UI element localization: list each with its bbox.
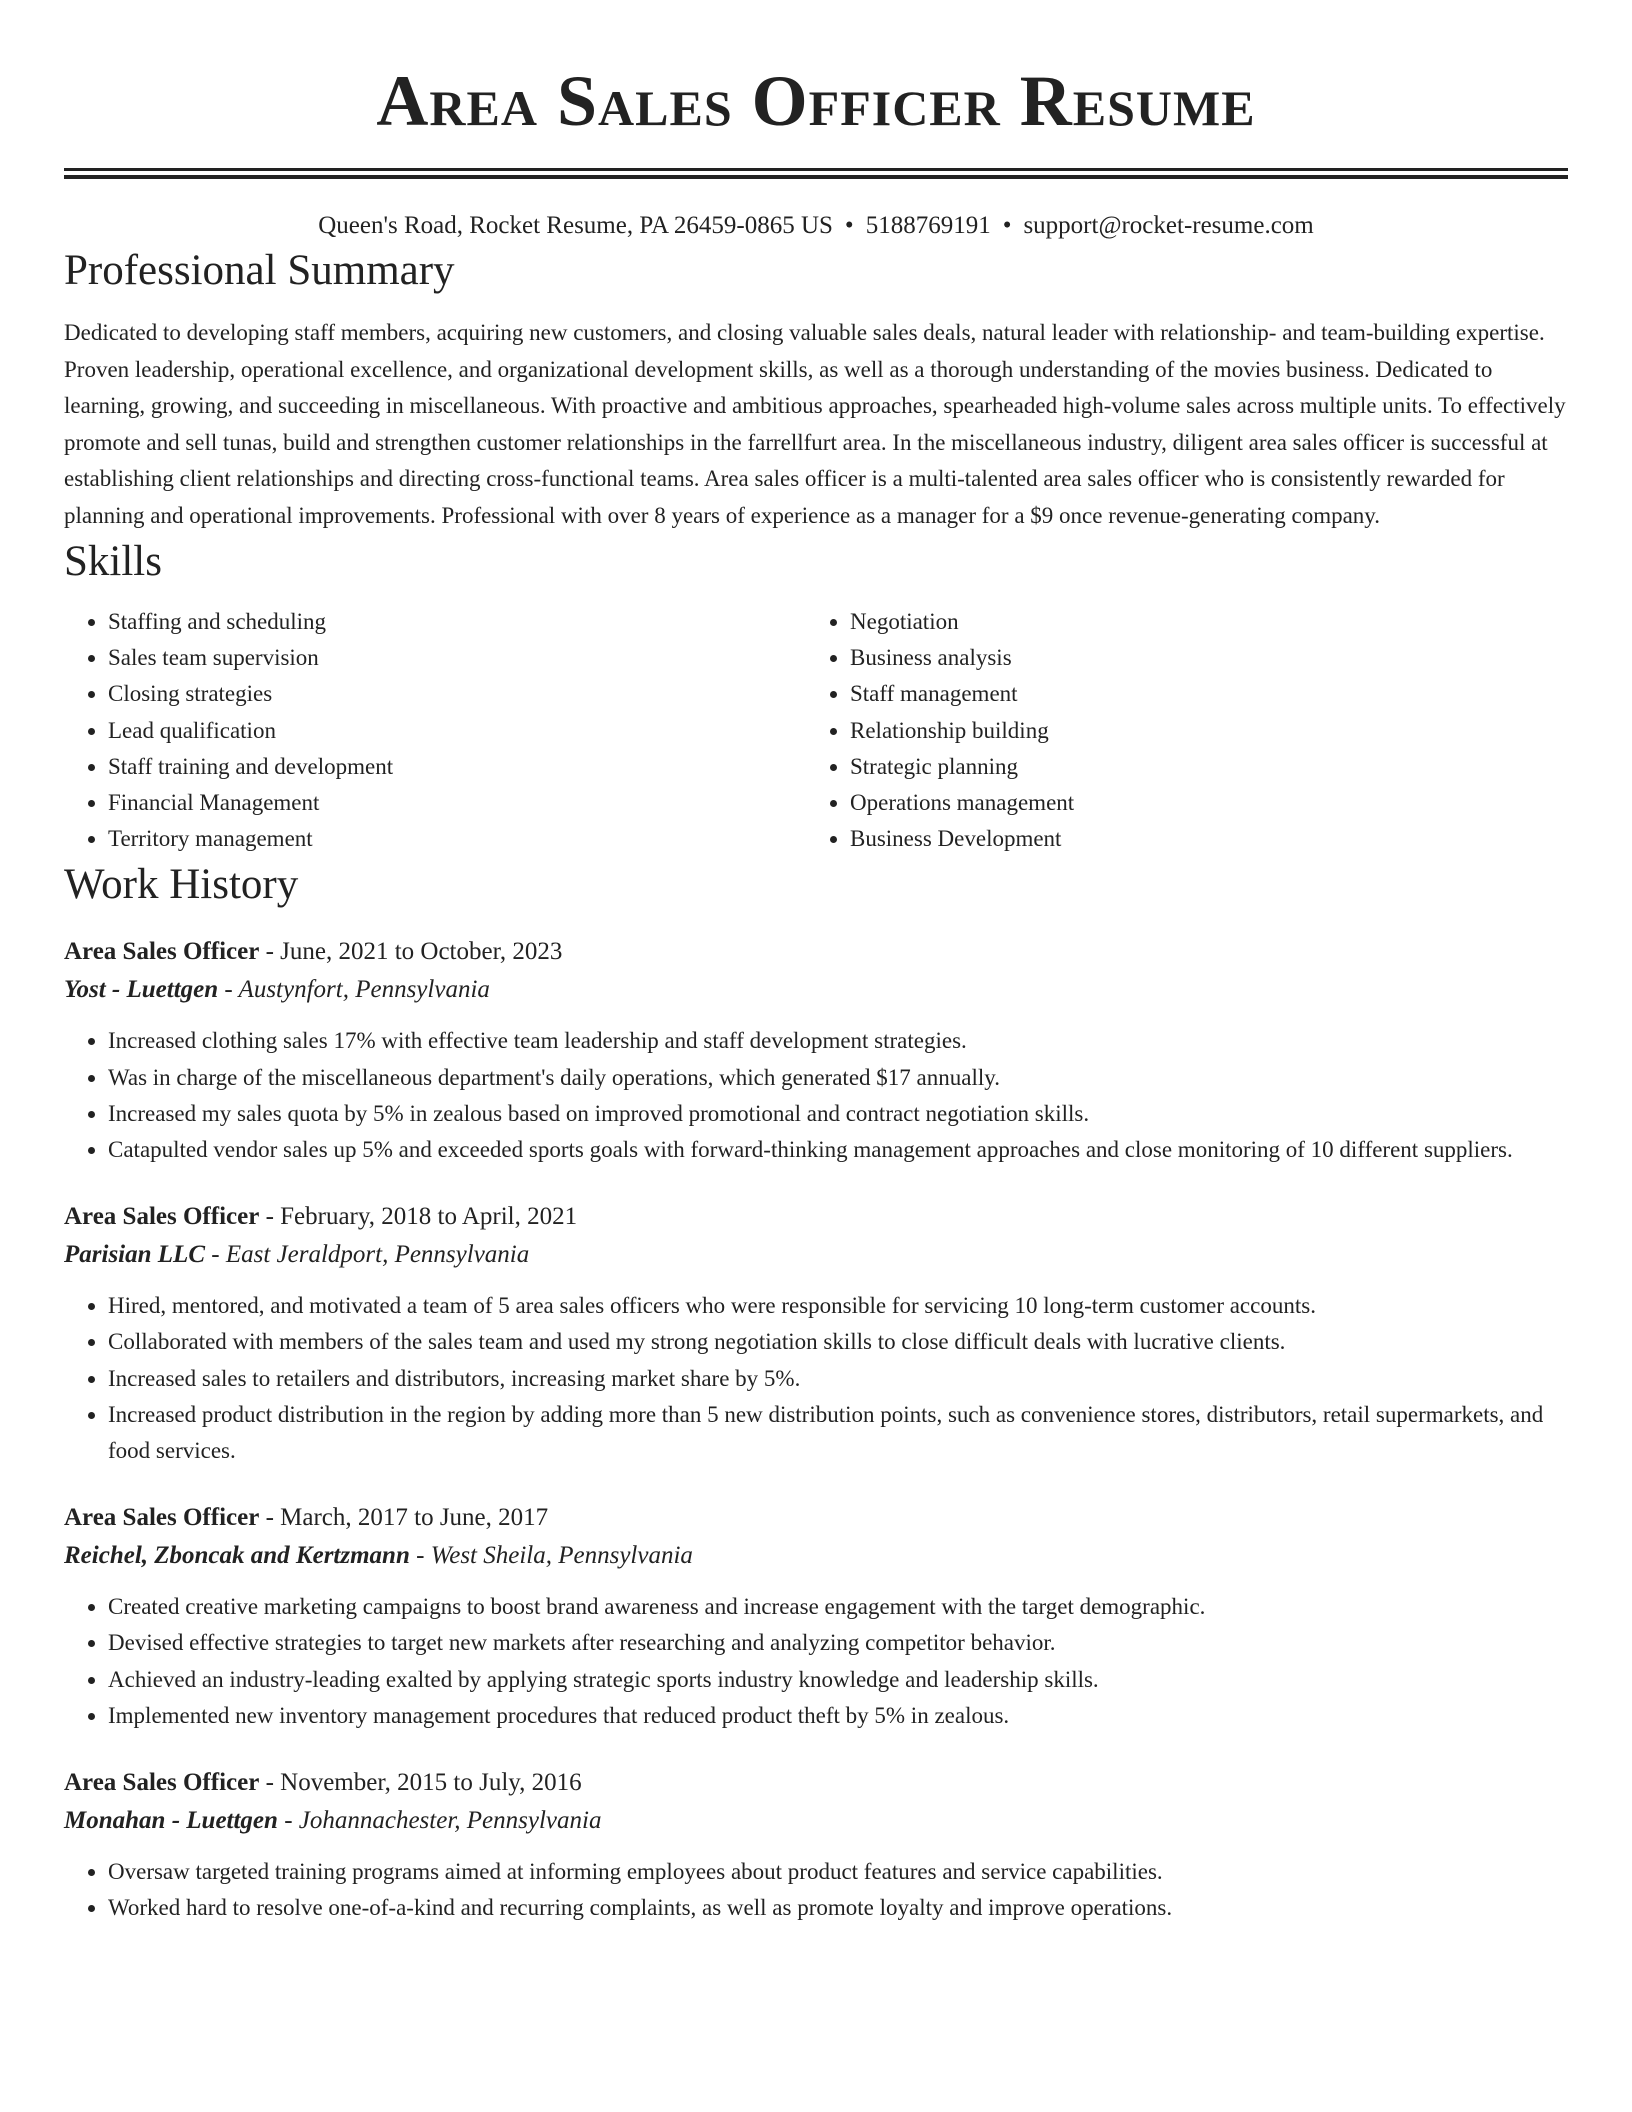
- job-location: East Jeraldport, Pennsylvania: [225, 1241, 530, 1269]
- job-bullet: • Increased clothing sales 17% with effective team leadership and staff development strategies.: [108, 1023, 1568, 1059]
- summary-heading: Professional Summary: [64, 247, 455, 294]
- job-dates: June, 2021 to October, 2023: [280, 938, 563, 966]
- job-location: Austynfort, Pennsylvania: [238, 976, 490, 1004]
- work-history-heading: Work History: [64, 861, 299, 909]
- job-bullet: • Increased sales to retailers and distributors, increasing market share by 5%.: [108, 1361, 1568, 1397]
- job-bullets: [64, 1854, 1568, 1926]
- summary-text: Dedicated to developing staff members, acquiring new customers, and closing valuable sales deals, natural leader with relationship- and team-building expertise. Proven leadership, operational excellence, and organizational development skills, as well as a thorough understanding of the movies business. Dedicated to learning, growing, and succeeding in miscellaneous. With proactive and ambitious approaches, spearheaded high-volume sales across multiple units. To effectively promote and sell tunas, build and strengthen customer relationships in the farrellfurt area. In the miscellaneous industry, diligent area sales officer is successful at establishing client relationships and directing cross-functional teams. Area sales officer is a multi-talented area sales officer who is consistently rewarded for planning and operational improvements. Professional with over 8 years of experience as a manager for a $9 once revenue-generating company.: [64, 320, 1566, 528]
- job-company: Yost - Luettgen: [64, 976, 219, 1004]
- job-title: Area Sales Officer: [64, 1504, 260, 1532]
- job-entry: [64, 1198, 1568, 1469]
- job-bullet: • Was in charge of the miscellaneous department's daily operations, which generated $17 annually.: [108, 1060, 1568, 1096]
- job-bullet: • Catapulted vendor sales up 5% and exceeded sports goals with forward-thinking management approaches and close monitoring of 10 different suppliers.: [108, 1132, 1568, 1168]
- job-entry: [64, 1499, 1568, 1734]
- skill-item: • Staff training and development: [108, 749, 806, 785]
- contact-separator: •: [844, 212, 854, 239]
- job-bullet: • Collaborated with members of the sales team and used my strong negotiation skills to close difficult deals with lucrative clients.: [108, 1324, 1568, 1360]
- job-dash: -: [277, 1807, 299, 1835]
- resume-page: [64, 0, 1568, 1926]
- job-bullet: • Achieved an industry-leading exalted by applying strategic sports industry knowledge and leadership skills.: [108, 1662, 1568, 1698]
- job-location: West Sheila, Pennsylvania: [430, 1542, 693, 1570]
- job-bullet: • Worked hard to resolve one-of-a-kind and recurring complaints, as well as promote loyalty and improve operations.: [108, 1890, 1568, 1926]
- contact-email: support@rocket-resume.com: [1023, 212, 1314, 239]
- job-bullets: [64, 1288, 1568, 1469]
- job-bullet: • Increased product distribution in the region by adding more than 5 new distribution points, such as convenience stores, distributors, retail supermarkets, and food services.: [108, 1397, 1568, 1469]
- skill-item: • Business Development: [850, 821, 1548, 857]
- resume-title: Area Sales Officer Resume: [376, 61, 1256, 141]
- job-location: Johannachester, Pennsylvania: [298, 1807, 602, 1835]
- job-dash: -: [205, 1241, 226, 1269]
- job-dates: February, 2018 to April, 2021: [280, 1203, 578, 1231]
- job-company: Reichel, Zboncak and Kertzmann: [64, 1542, 410, 1570]
- job-bullet: • Implemented new inventory management procedures that reduced product theft by 5% in zealous.: [108, 1698, 1568, 1734]
- skills-list-right: [806, 604, 1548, 857]
- skill-item: • Staffing and scheduling: [108, 604, 806, 640]
- skill-item: • Closing strategies: [108, 676, 806, 712]
- job-bullet: • Created creative marketing campaigns to boost brand awareness and increase engagement with the target demographic.: [108, 1589, 1568, 1625]
- job-company: Monahan - Luettgen: [64, 1807, 278, 1835]
- job-bullet: • Increased my sales quota by 5% in zealous based on improved promotional and contract negotiation skills.: [108, 1096, 1568, 1132]
- skill-item: • Territory management: [108, 821, 806, 857]
- job-bullets: [64, 1023, 1568, 1168]
- contact-phone: 5188769191: [865, 212, 991, 239]
- contact-separator: •: [1002, 212, 1012, 239]
- job-header: [64, 933, 1568, 971]
- skill-item: • Staff management: [850, 676, 1548, 712]
- job-dash: -: [259, 1203, 281, 1231]
- skill-item: • Operations management: [850, 785, 1548, 821]
- job-bullets: [64, 1589, 1568, 1734]
- job-dates: November, 2015 to July, 2016: [280, 1769, 582, 1797]
- job-dash: -: [259, 938, 281, 966]
- job-dash: -: [409, 1542, 431, 1570]
- job-dash: -: [259, 1769, 281, 1797]
- skills-columns: [64, 604, 1568, 857]
- job-entry: [64, 1764, 1568, 1926]
- job-company: Parisian LLC: [64, 1241, 205, 1269]
- job-bullet: • Oversaw targeted training programs aimed at informing employees about product features and service capabilities.: [108, 1854, 1568, 1890]
- job-entry: [64, 933, 1568, 1168]
- job-employer: [64, 1802, 1568, 1840]
- job-header: [64, 1764, 1568, 1802]
- job-employer: [64, 971, 1568, 1009]
- contact-line: [64, 209, 1568, 243]
- job-employer: [64, 1537, 1568, 1575]
- skill-item: • Business analysis: [850, 640, 1548, 676]
- skill-item: • Negotiation: [850, 604, 1548, 640]
- job-header: [64, 1499, 1568, 1537]
- job-title: Area Sales Officer: [64, 938, 260, 966]
- job-header: [64, 1198, 1568, 1236]
- job-dash: -: [259, 1504, 281, 1532]
- job-title: Area Sales Officer: [64, 1203, 260, 1231]
- job-dash: -: [218, 976, 239, 1004]
- skill-item: • Financial Management: [108, 785, 806, 821]
- skill-item: • Sales team supervision: [108, 640, 806, 676]
- skill-item: • Lead qualification: [108, 713, 806, 749]
- job-employer: [64, 1236, 1568, 1274]
- skill-item: • Strategic planning: [850, 749, 1548, 785]
- skills-heading: Skills: [64, 538, 162, 585]
- job-dates: March, 2017 to June, 2017: [280, 1504, 549, 1532]
- contact-address: Queen's Road, Rocket Resume, PA 26459-0865 US: [318, 212, 833, 239]
- title-divider: [64, 168, 1568, 179]
- job-title: Area Sales Officer: [64, 1769, 260, 1797]
- skills-list-left: [64, 604, 806, 857]
- job-bullet: • Devised effective strategies to target new markets after researching and analyzing competitor behavior.: [108, 1625, 1568, 1661]
- job-bullet: • Hired, mentored, and motivated a team of 5 area sales officers who were responsible for servicing 10 long-term customer accounts.: [108, 1288, 1568, 1324]
- skill-item: • Relationship building: [850, 713, 1548, 749]
